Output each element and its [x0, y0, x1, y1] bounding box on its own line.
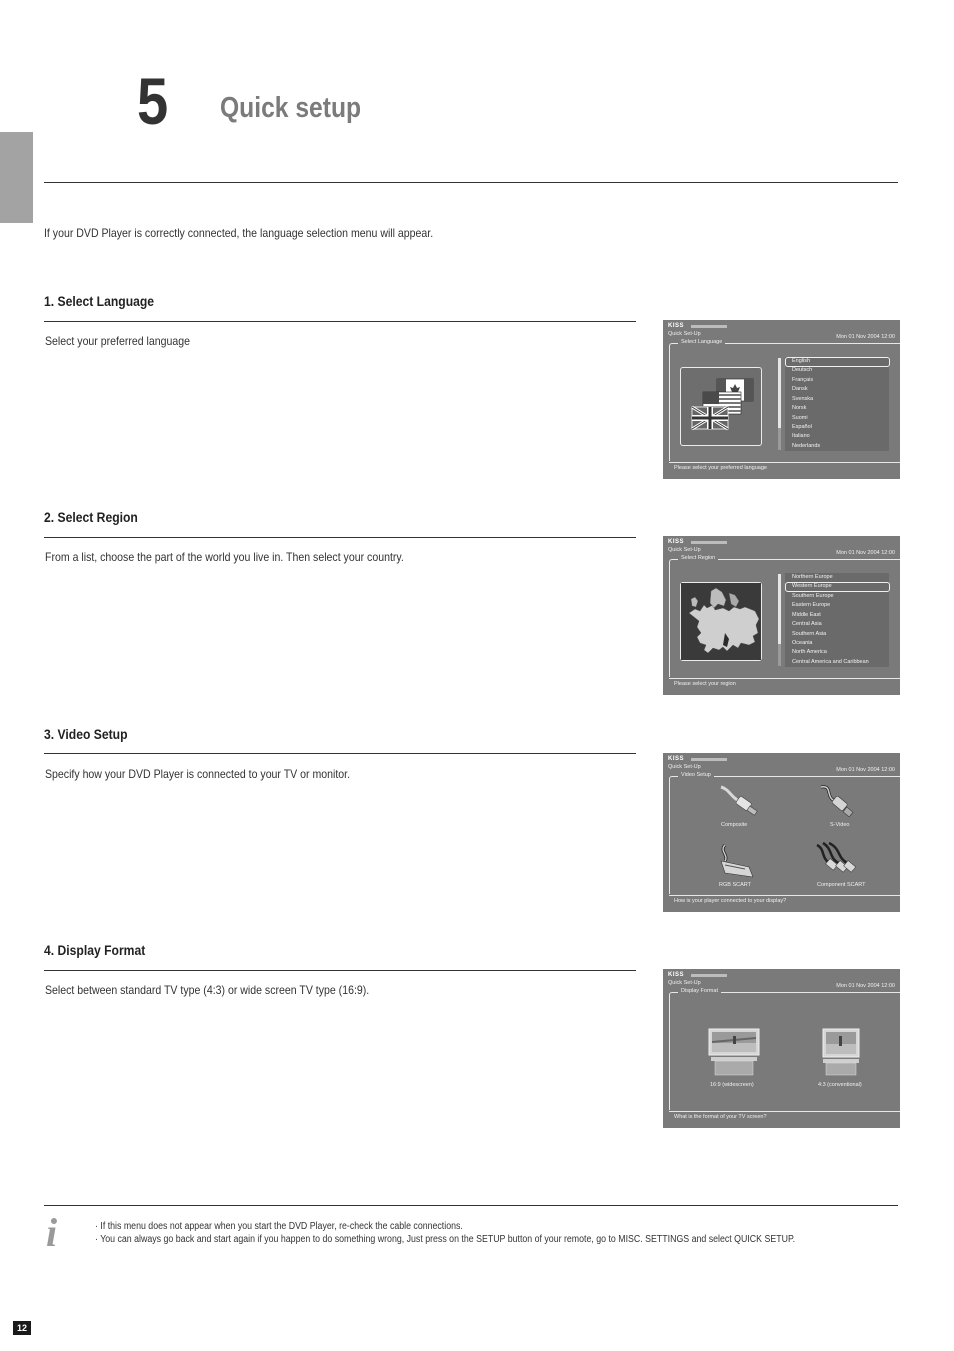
section-text-language: Select your preferred language: [45, 334, 191, 348]
list-item[interactable]: Southern Asia: [792, 631, 827, 637]
screen-display-format: [663, 969, 900, 1128]
section-text-video: Specify how your DVD Player is connected to your TV or monitor.: [45, 767, 351, 781]
list-item[interactable]: Central America and Caribbean: [792, 659, 869, 665]
page-number: 12: [13, 1321, 31, 1335]
section-title-display: 4. Display Format: [44, 943, 146, 958]
screen-video-setup: [663, 753, 900, 912]
widescreen-tv-icon[interactable]: [707, 1027, 763, 1079]
rgb-scart-cable-icon[interactable]: [715, 841, 763, 883]
screen-date: Mon 01 Nov 2004 12:00: [836, 550, 895, 556]
brand-logo: KISS: [668, 972, 685, 978]
scrollbar-thumb[interactable]: [778, 358, 781, 428]
screen-select-language: [663, 320, 900, 479]
list-item[interactable]: English: [792, 358, 811, 364]
section-divider: [44, 753, 636, 754]
list-item[interactable]: Middle East: [792, 612, 821, 618]
screen-bottom-rule: [669, 895, 900, 896]
logo-decoration: [691, 325, 727, 328]
frame-label: Select Language: [678, 339, 725, 345]
section-title-language: 1. Select Language: [44, 294, 155, 309]
screen-date: Mon 01 Nov 2004 12:00: [836, 983, 895, 989]
component-scart-cable-icon[interactable]: [811, 841, 863, 883]
screen-bottom-rule: [669, 462, 900, 463]
list-item[interactable]: Northern Europe: [792, 574, 833, 580]
screen-header: Quick Set-Up: [668, 547, 701, 553]
flags-image: [680, 367, 762, 446]
section-title-video: 3. Video Setup: [44, 727, 128, 742]
chapter-title: Quick setup: [220, 92, 362, 124]
screen-prompt: What is the format of your TV screen?: [674, 1114, 767, 1120]
list-item[interactable]: Central Asia: [792, 621, 822, 627]
screen-select-region: [663, 536, 900, 695]
screen-date: Mon 01 Nov 2004 12:00: [836, 334, 895, 340]
option-label-widescreen[interactable]: 16:9 (widescreen): [710, 1082, 754, 1088]
screen-header: Quick Set-Up: [668, 331, 701, 337]
section-divider: [44, 970, 636, 971]
screen-frame: [669, 992, 900, 1110]
list-item[interactable]: Français: [792, 377, 814, 383]
flags-icon: [681, 368, 761, 445]
list-item[interactable]: Norsk: [792, 405, 807, 411]
notes-divider: [44, 1205, 898, 1206]
frame-label: Video Setup: [678, 772, 714, 778]
brand-logo: KISS: [668, 539, 685, 545]
note-line: · If this menu does not appear when you start the DVD Player, re-check the cable connections.: [95, 1221, 463, 1232]
chapter-number: 5: [137, 64, 169, 138]
list-item[interactable]: Eastern Europe: [792, 602, 831, 608]
header-divider: [44, 182, 898, 183]
screen-frame: [669, 776, 900, 894]
option-label-component-scart[interactable]: Component SCART: [817, 882, 866, 888]
list-item[interactable]: North America: [792, 649, 827, 655]
europe-map-image: [680, 582, 762, 661]
list-item[interactable]: Oceania: [792, 640, 813, 646]
option-label-s-video[interactable]: S-Video: [830, 822, 850, 828]
logo-decoration: [691, 974, 727, 977]
composite-cable-icon[interactable]: [715, 783, 763, 823]
screen-bottom-rule: [669, 678, 900, 679]
screen-header: Quick Set-Up: [668, 980, 701, 986]
screen-prompt: How is your player connected to your display?: [674, 898, 787, 904]
list-item[interactable]: Dansk: [792, 386, 808, 392]
intro-text: If your DVD Player is correctly connected, the language selection menu will appear.: [44, 226, 434, 240]
note-line: · You can always go back and start again if you happen to do something wrong, Just press on the SETUP button of your remote, go to MISC. SETTINGS and select QUICK SETUP.: [95, 1234, 796, 1245]
section-title-region: 2. Select Region: [44, 510, 138, 525]
section-divider: [44, 537, 636, 538]
frame-label: Select Region: [678, 555, 718, 561]
list-item[interactable]: Suomi: [792, 415, 808, 421]
screen-prompt: Please select your preferred language: [674, 465, 767, 471]
chapter-side-tab: [0, 132, 33, 223]
logo-decoration: [691, 541, 727, 544]
frame-label: Display Format: [678, 988, 721, 994]
brand-logo: KISS: [668, 756, 685, 762]
list-item[interactable]: Nederlands: [792, 443, 821, 449]
europe-map-icon: [681, 583, 761, 660]
brand-logo: KISS: [668, 323, 685, 329]
section-divider: [44, 321, 636, 322]
s-video-cable-icon[interactable]: [815, 783, 859, 825]
screen-bottom-rule: [669, 1111, 900, 1112]
list-item[interactable]: Italiano: [792, 433, 810, 439]
section-text-display: Select between standard TV type (4:3) or wide screen TV type (16:9).: [45, 983, 370, 997]
info-icon: i: [46, 1210, 58, 1255]
screen-header: Quick Set-Up: [668, 764, 701, 770]
screen-prompt: Please select your region: [674, 681, 736, 687]
option-label-composite[interactable]: Composite: [721, 822, 748, 828]
list-item[interactable]: Deutsch: [792, 367, 813, 373]
list-item[interactable]: Español: [792, 424, 812, 430]
logo-decoration: [691, 758, 727, 761]
list-item[interactable]: Western Europe: [792, 583, 832, 589]
screen-date: Mon 01 Nov 2004 12:00: [836, 767, 895, 773]
list-item[interactable]: Svenska: [792, 396, 814, 402]
option-label-rgb-scart[interactable]: RGB SCART: [719, 882, 751, 888]
scrollbar-thumb[interactable]: [778, 574, 781, 644]
option-label-conventional[interactable]: 4:3 (conventional): [818, 1082, 862, 1088]
conventional-tv-icon[interactable]: [819, 1027, 863, 1079]
section-text-region: From a list, choose the part of the world you live in. Then select your country.: [45, 550, 404, 564]
list-item[interactable]: Southern Europe: [792, 593, 834, 599]
